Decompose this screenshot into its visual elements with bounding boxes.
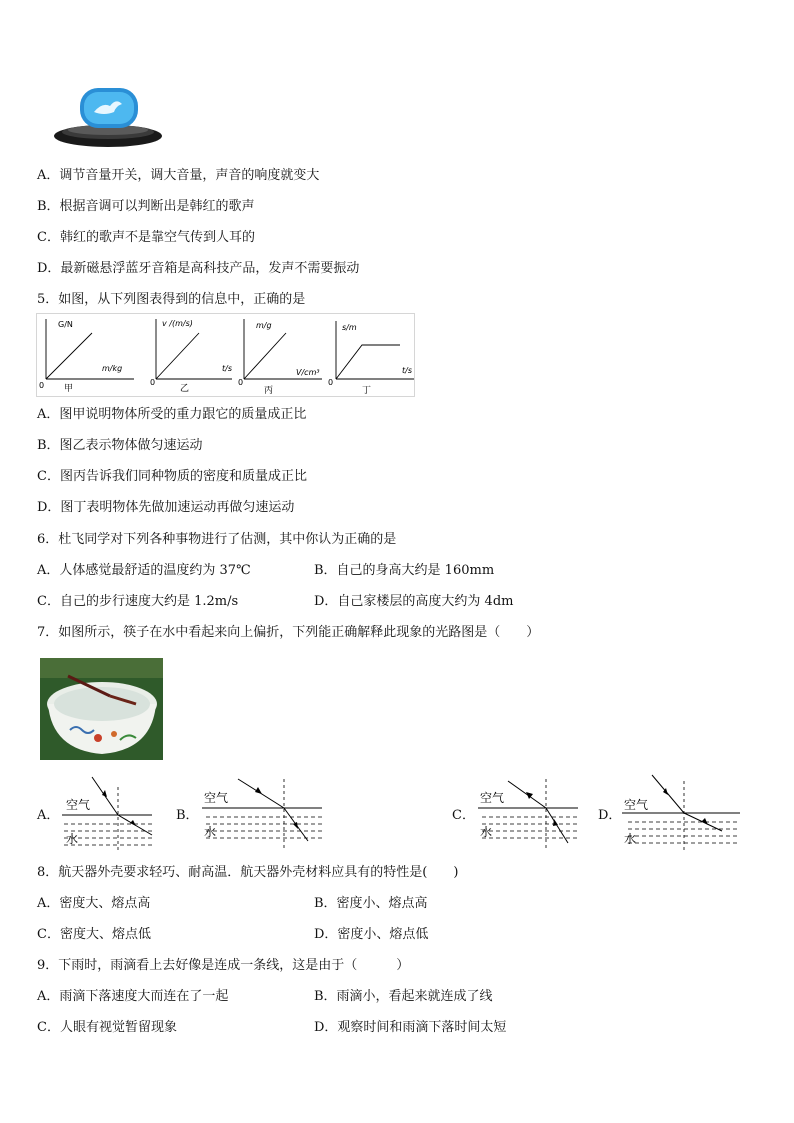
q8-option-b: B．密度小、熔点高	[314, 896, 428, 911]
q7-b-water-label: 水	[204, 825, 217, 839]
q6-option-d: D．自己家楼层的高度大约为 4dm	[314, 594, 514, 609]
q8-option-d: D．密度小、熔点低	[314, 927, 429, 942]
q7-stem: 7．如图所示，筷子在水中看起来向上偏折，下列能正确解释此现象的光路图是（ ）	[37, 625, 540, 640]
q6-option-c: C．自己的步行速度大约是 1.2m/s	[37, 594, 239, 609]
graph-bing	[238, 319, 322, 396]
q4-option-d: D．最新磁悬浮蓝牙音箱是高科技产品，发声不需要振动	[37, 261, 360, 276]
q7-label-d: D．	[598, 808, 622, 823]
q5-graphs	[36, 313, 416, 397]
q7-diagram-c	[478, 775, 580, 853]
graph-jia	[39, 319, 134, 394]
q7-b-air-label: 空气	[204, 791, 229, 805]
graph-ding-xlabel: t/s	[402, 366, 412, 375]
speaker-image	[52, 86, 167, 152]
q5-option-a: A．图甲说明物体所受的重力跟它的质量成正比	[37, 407, 307, 422]
graph-ding-origin: 0	[328, 378, 334, 387]
q7-d-water-label: 水	[624, 832, 637, 846]
graph-yi-xlabel: t/s	[222, 364, 232, 373]
q8-option-a: A．密度大、熔点高	[37, 896, 151, 911]
q5-option-d: D．图丁表明物体先做加速运动再做匀速运动	[37, 500, 295, 515]
graph-yi-name: 乙	[180, 384, 190, 394]
graph-jia-ylabel: G/N	[58, 320, 73, 329]
graph-bing-xlabel: V/cm³	[296, 368, 320, 377]
q9-stem: 9．下雨时，雨滴看上去好像是连成一条线，这是由于（ ）	[37, 958, 410, 973]
bowl-chopstick-photo	[40, 658, 163, 760]
q4-option-a: A．调节音量开关，调大音量，声音的响度就变大	[37, 168, 320, 183]
graph-yi	[150, 319, 232, 394]
q9-option-c: C．人眼有视觉暂留现象	[37, 1020, 177, 1035]
q8-option-c: C．密度大、熔点低	[37, 927, 151, 942]
graph-bing-name: 丙	[264, 386, 274, 396]
q6-option-a: A．人体感觉最舒适的温度约为 37℃	[37, 563, 251, 578]
graph-ding	[328, 321, 414, 396]
q7-c-air-label: 空气	[480, 791, 505, 805]
q7-diagram-a	[62, 775, 157, 853]
q5-option-c: C．图丙告诉我们同种物质的密度和质量成正比	[37, 469, 307, 484]
q7-a-air-label: 空气	[66, 798, 91, 812]
q5-option-b: B．图乙表示物体做匀速运动	[37, 438, 203, 453]
q6-option-b: B．自己的身高大约是 160mm	[314, 563, 495, 578]
q7-a-water-label: 水	[66, 832, 79, 846]
q9-option-d: D．观察时间和雨滴下落时间太短	[314, 1020, 507, 1035]
q7-diagram-d	[622, 773, 742, 853]
graph-bing-ylabel: m/g	[256, 321, 272, 330]
q7-label-a: A．	[37, 808, 60, 823]
q8-stem: 8．航天器外壳要求轻巧、耐高温．航天器外壳材料应具有的特性是( )	[37, 865, 459, 880]
q7-c-water-label: 水	[480, 825, 493, 839]
q4-option-b: B．根据音调可以判断出是韩红的歌声	[37, 199, 255, 214]
q7-diagram-b	[202, 775, 324, 853]
graph-bing-origin: 0	[238, 378, 244, 387]
q7-d-air-label: 空气	[624, 798, 649, 812]
q4-option-c: C．韩红的歌声不是靠空气传到人耳的	[37, 230, 255, 245]
q7-label-b: B．	[176, 808, 199, 823]
graph-yi-origin: 0	[150, 378, 156, 387]
q6-stem: 6．杜飞同学对下列各种事物进行了估测，其中你认为正确的是	[37, 532, 397, 547]
q9-option-b: B．雨滴小，看起来就连成了线	[314, 989, 493, 1004]
q9-option-a: A．雨滴下落速度大而连在了一起	[37, 989, 229, 1004]
graph-jia-origin: 0	[39, 381, 45, 390]
graph-yi-ylabel: v /(m/s)	[162, 319, 193, 328]
graph-ding-ylabel: s/m	[342, 323, 357, 332]
q7-label-c: C．	[452, 808, 475, 823]
q5-stem: 5．如图，从下列图表得到的信息中，正确的是	[37, 292, 306, 307]
graph-ding-name: 丁	[362, 386, 372, 396]
graph-jia-name: 甲	[64, 384, 74, 394]
graph-jia-xlabel: m/kg	[102, 364, 123, 373]
